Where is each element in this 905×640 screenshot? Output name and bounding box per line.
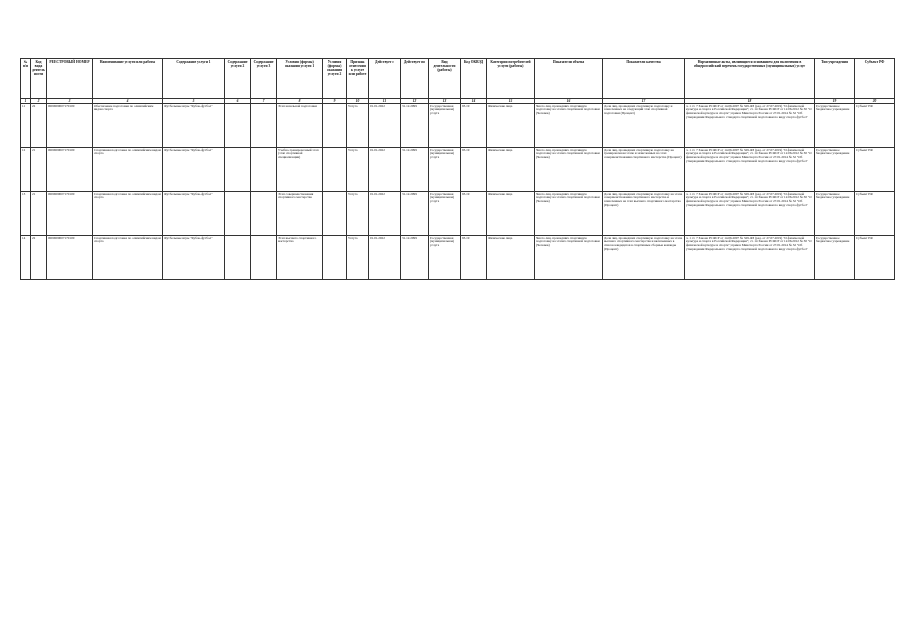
cell-valid-to: 31.12.2099 [401, 192, 429, 236]
table-row [21, 236, 895, 280]
cell-content-2 [225, 104, 251, 148]
col-header: Условия (формы) оказания услуги 1 [277, 59, 323, 99]
cell-quality: Доля лиц, прошедших спортивную подготовку на этапе высшего спортивного мастерства и включенных в список кандидатов в спортивные сборные команды (Процент) [603, 236, 685, 280]
cell-valid-from: 01.01.2022 [369, 192, 401, 236]
cell-kind: Государственная (муниципальная) услуга [429, 148, 461, 192]
cell-activity-code: 22 [31, 104, 47, 148]
cell-content-1: Футбольные игры "Кубок-футбол" [163, 192, 225, 236]
cell-condition-1: Этап высшего спортивного мастерства [277, 236, 323, 280]
col-header: РЕЕСТРОВЫЙ НОМЕР [47, 59, 93, 99]
col-number: 4 [93, 99, 163, 104]
cell-service-name: Спортивная подготовка по олимпийским видам спорта [93, 192, 163, 236]
col-number: 19 [815, 99, 855, 104]
col-number: 3 [47, 99, 93, 104]
cell-activity-code: 21 [31, 192, 47, 236]
cell-condition-2 [323, 192, 347, 236]
cell-number: 11 [21, 104, 31, 148]
table-row [21, 104, 895, 148]
col-number: 15 [487, 99, 535, 104]
cell-quality: Доля лиц, прошедших спортивную подготовку на этапе совершенствования спортивного мастерства и зачисленных на этап высшего спортивного мастерства (Процент) [603, 192, 685, 236]
cell-registry-number: 0000000007170100 [47, 148, 93, 192]
col-number: 1 [21, 99, 31, 104]
cell-legal-acts: ч. 1 ст. 7 Закона РСФСР от 14.06.2007 № 329-ФЗ (ред. от 27.07.2019) "О физической культуре и спорте в Российской Федерации"; ст. 14 Закона РСФСР от 12.06.2012 № 30 "О физической культуре и спорте"; приказ Минспорта России от 27.01.2014 № 32 "Об утверждении Федерального стандарта спортивной подготовки по виду спорта футбол" [685, 192, 815, 236]
cell-okved: 93.19 [461, 236, 487, 280]
cell-registry-number: 0000000007170100 [47, 192, 93, 236]
cell-number: 12 [21, 148, 31, 192]
cell-condition-1: Этап совершенствования спортивного мастерства [277, 192, 323, 236]
cell-consumers: Физические лица [487, 148, 535, 192]
cell-subject: Субъект РФ [855, 192, 895, 236]
col-number: 9 [323, 99, 347, 104]
col-number: 18 [685, 99, 815, 104]
col-header: Действует по [401, 59, 429, 99]
cell-consumers: Физические лица [487, 104, 535, 148]
col-header: Содержание услуги 1 [163, 59, 225, 99]
cell-sign: Услуга [347, 104, 369, 148]
cell-kind: Государственная (муниципальная) услуга [429, 236, 461, 280]
cell-valid-from: 01.01.2022 [369, 104, 401, 148]
cell-kind: Государственная (муниципальная) услуга [429, 104, 461, 148]
col-header: Действует с [369, 59, 401, 99]
cell-service-name: Спортивная подготовка по олимпийским видам спорта [93, 148, 163, 192]
col-number: 5 [163, 99, 225, 104]
cell-content-2 [225, 192, 251, 236]
cell-consumers: Физические лица [487, 236, 535, 280]
cell-condition-1: Этап начальной подготовки [277, 104, 323, 148]
cell-valid-from: 01.01.2022 [369, 148, 401, 192]
cell-institution-type: Государственное бюджетное учреждение [815, 148, 855, 192]
col-header: № п/п [21, 59, 31, 99]
cell-service-name: Спортивная подготовка по олимпийским видам спорта [93, 236, 163, 280]
cell-content-3 [251, 148, 277, 192]
cell-service-name: Обеспечение подготовки по олимпийским видам спорта [93, 104, 163, 148]
col-header: Показатели объема [535, 59, 603, 99]
col-header: Наименование услуги или работы [93, 59, 163, 99]
col-number: 10 [347, 99, 369, 104]
cell-consumers: Физические лица [487, 192, 535, 236]
col-number: 17 [603, 99, 685, 104]
cell-quality: Доля лиц, прошедших спортивную подготовку и зачисленных на следующий этап спортивной подготовки (Процент) [603, 104, 685, 148]
cell-volume: Число лиц, прошедших спортивную подготовку на этапах спортивной подготовки (Человек) [535, 236, 603, 280]
cell-content-1: Футбольные игры "Кубок-футбол" [163, 236, 225, 280]
col-number: 11 [369, 99, 401, 104]
cell-volume: Число лиц, прошедших спортивную подготовку на этапах спортивной подготовки (Человек) [535, 148, 603, 192]
cell-subject: Субъект РФ [855, 148, 895, 192]
cell-sign: Услуга [347, 236, 369, 280]
cell-content-3 [251, 192, 277, 236]
cell-number: 13 [21, 192, 31, 236]
cell-valid-to: 31.12.2099 [401, 104, 429, 148]
cell-legal-acts: ч. 1 ст. 7 Закона РСФСР от 14.06.2007 № 329-ФЗ (ред. от 27.07.2019) "О физической культуре и спорте в Российской Федерации"; ст. 14 Закона РСФСР от 12.06.2012 № 30 "О физической культуре и спорте"; приказ Минспорта России от 27.01.2014 № 32 "Об утверждении Федерального стандарта спортивной подготовки по виду спорта футбол" [685, 236, 815, 280]
cell-institution-type: Государственное бюджетное учреждение [815, 104, 855, 148]
cell-content-2 [225, 236, 251, 280]
cell-registry-number: 0000000007170100 [47, 236, 93, 280]
col-number: 12 [401, 99, 429, 104]
col-header: Вид деятельности (работы) [429, 59, 461, 99]
col-header: Содержание услуги 2 [225, 59, 251, 99]
header-row [21, 59, 895, 99]
registry-sheet [20, 58, 895, 280]
col-number: 6 [225, 99, 251, 104]
col-header: Тип учреждения [815, 59, 855, 99]
cell-activity-code: 22 [31, 236, 47, 280]
col-header: Код ОКВЭД [461, 59, 487, 99]
cell-volume: Число лиц, прошедших спортивную подготовку на этапах спортивной подготовки (Человек) [535, 104, 603, 148]
cell-content-1: Футбольные игры "Кубок-футбол" [163, 104, 225, 148]
cell-legal-acts: ч. 1 ст. 7 Закона РСФСР от 14.06.2007 № 329-ФЗ (ред. от 27.07.2019) "О физической культуре и спорте в Российской Федерации"; ст. 14 Закона РСФСР от 12.06.2012 № 30 "О физической культуре и спорте"; приказ Минспорта России от 27.01.2014 № 32 "Об утверждении Федерального стандарта спортивной подготовки по виду спорта футбол" [685, 148, 815, 192]
col-number: 13 [429, 99, 461, 104]
cell-number: 14 [21, 236, 31, 280]
cell-subject: Субъект РФ [855, 236, 895, 280]
services-registry-table [20, 58, 895, 280]
cell-condition-2 [323, 148, 347, 192]
col-number: 14 [461, 99, 487, 104]
cell-legal-acts: ч. 1 ст. 7 Закона РСФСР от 14.06.2007 № 329-ФЗ (ред. от 27.07.2019) "О физической культуре и спорте в Российской Федерации"; ст. 14 Закона РСФСР от 12.06.2012 № 30 "О физической культуре и спорте"; приказ Минспорта России от 27.01.2014 № 32 "Об утверждении Федерального стандарта спортивной подготовки по виду спорта футбол" [685, 104, 815, 148]
cell-content-2 [225, 148, 251, 192]
cell-condition-2 [323, 236, 347, 280]
cell-condition-1: Учебно-тренировочный этап (этап спортивной специализации) [277, 148, 323, 192]
col-header: Признак отнесения к услуге или работе [347, 59, 369, 99]
cell-quality: Доля лиц, прошедших спортивную подготовку на тренировочном этапе и зачисленных на этап совершенствования спортивного мастерства (Процент) [603, 148, 685, 192]
cell-subject: Субъект РФ [855, 104, 895, 148]
col-number: 20 [855, 99, 895, 104]
cell-institution-type: Государственное бюджетное учреждение [815, 236, 855, 280]
cell-condition-2 [323, 104, 347, 148]
cell-content-3 [251, 104, 277, 148]
cell-valid-to: 31.12.2099 [401, 236, 429, 280]
col-header: Условия (формы) оказания услуги 2 [323, 59, 347, 99]
col-header: Код вида деятельности [31, 59, 47, 99]
cell-registry-number: 0000000007170100 [47, 104, 93, 148]
table-row [21, 192, 895, 236]
cell-volume: Число лиц, прошедших спортивную подготовку на этапах спортивной подготовки (Человек) [535, 192, 603, 236]
col-header: Показатели качества [603, 59, 685, 99]
col-header: Содержание услуги 3 [251, 59, 277, 99]
col-number: 16 [535, 99, 603, 104]
cell-content-3 [251, 236, 277, 280]
cell-okved: 93.19 [461, 148, 487, 192]
cell-okved: 93.19 [461, 104, 487, 148]
cell-valid-from: 01.01.2022 [369, 236, 401, 280]
cell-sign: Услуга [347, 192, 369, 236]
cell-sign: Услуга [347, 148, 369, 192]
table-row [21, 148, 895, 192]
col-header: Субъект РФ [855, 59, 895, 99]
col-header: Категории потребителей услуги (работы) [487, 59, 535, 99]
cell-content-1: Футбольные игры "Кубок-футбол" [163, 148, 225, 192]
cell-kind: Государственная (муниципальная) услуга [429, 192, 461, 236]
cell-okved: 93.19 [461, 192, 487, 236]
col-number: 7 [251, 99, 277, 104]
col-number: 2 [31, 99, 47, 104]
cell-activity-code: 21 [31, 148, 47, 192]
col-header: Нормативные акты, являющиеся основанием для включения в общероссийский перечень государственных (муниципальных) услуг [685, 59, 815, 99]
cell-institution-type: Государственное бюджетное учреждение [815, 192, 855, 236]
cell-valid-to: 31.12.2099 [401, 148, 429, 192]
col-number: 8 [277, 99, 323, 104]
